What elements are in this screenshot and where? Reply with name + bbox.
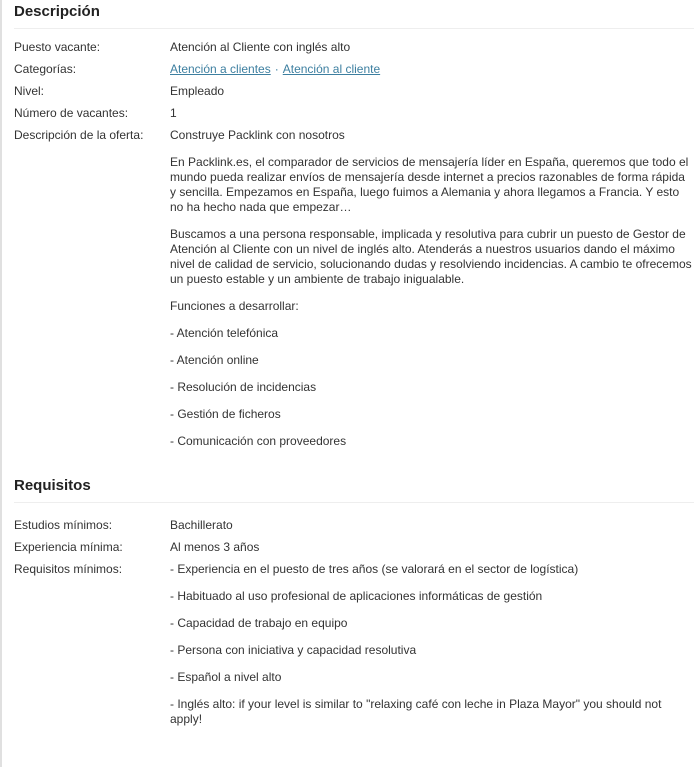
offer-paragraph: Buscamos a una persona responsable, implicada y resolutiva para cubrir un puesto de Gestor de Atención al Cliente con un nivel de inglés alto. Atenderás a nuestros usuarios dando el máximo nivel de calidad de servicio, solucionando dudas y resolviendo incidencias. A cambio te ofrecemos un puesto estable y un ambiente de trabajo inigualable. bbox=[170, 227, 692, 286]
field-value: Atención al Cliente con inglés alto bbox=[170, 40, 351, 54]
offer-function-item: - Comunicación con proveedores bbox=[170, 434, 347, 448]
field-row-requisitos-minimos bbox=[14, 562, 694, 727]
field-label: Requisitos mínimos: bbox=[14, 562, 123, 576]
field-row-categorias bbox=[14, 62, 694, 77]
field-label: Nivel: bbox=[14, 84, 45, 98]
field-value: 1 bbox=[170, 106, 177, 120]
offer-function-item: - Atención telefónica bbox=[170, 326, 279, 340]
requirements-section-body bbox=[14, 503, 694, 727]
requirements-section-title: Requisitos bbox=[14, 477, 694, 503]
requirements-section bbox=[14, 477, 694, 727]
description-section-title: Descripción bbox=[14, 3, 694, 29]
requirement-item: - Inglés alto: if your level is similar to "relaxing café con leche in Plaza Mayor" you should not apply! bbox=[170, 697, 662, 726]
category-link-atencion-a-clientes[interactable]: Atención a clientes bbox=[170, 62, 271, 76]
requirements-items bbox=[170, 562, 694, 727]
offer-function-item: - Resolución de incidencias bbox=[170, 380, 317, 394]
field-label: Categorías: bbox=[14, 62, 77, 76]
field-label: Descripción de la oferta: bbox=[14, 128, 144, 142]
category-link-atencion-al-cliente[interactable]: Atención al cliente bbox=[282, 62, 381, 76]
field-row-experiencia-minima bbox=[14, 540, 694, 555]
description-section-body bbox=[14, 29, 694, 449]
field-row-numero-vacantes bbox=[14, 106, 694, 121]
offer-function-item: - Atención online bbox=[170, 353, 259, 367]
offer-intro: Construye Packlink con nosotros bbox=[170, 128, 345, 142]
field-value: Bachillerato bbox=[170, 518, 233, 532]
requirement-item: - Español a nivel alto bbox=[170, 670, 282, 684]
requirement-item: - Habituado al uso profesional de aplicaciones informáticas de gestión bbox=[170, 589, 543, 603]
field-value-categories bbox=[170, 62, 694, 77]
field-row-nivel bbox=[14, 84, 694, 99]
offer-functions-title: Funciones a desarrollar: bbox=[170, 299, 299, 313]
field-row-descripcion-oferta bbox=[14, 128, 694, 449]
field-row-estudios-minimos bbox=[14, 518, 694, 533]
category-separator: · bbox=[274, 62, 279, 76]
offer-description bbox=[170, 128, 694, 449]
field-label: Puesto vacante: bbox=[14, 40, 101, 54]
description-section bbox=[14, 3, 694, 449]
field-label: Número de vacantes: bbox=[14, 106, 129, 120]
field-row-puesto-vacante bbox=[14, 40, 694, 55]
offer-function-item: - Gestión de ficheros bbox=[170, 407, 281, 421]
offer-paragraph: En Packlink.es, el comparador de servicios de mensajería líder en España, queremos que todo el mundo pueda realizar envíos de mensajería desde internet a precios razonables de forma rápida y sencilla. Empezamos en España, luego fuimos a Alemania y ahora llegamos a Francia. Y esto no ha hecho nada que empezar… bbox=[170, 155, 689, 214]
requirement-item: - Persona con iniciativa y capacidad resolutiva bbox=[170, 643, 417, 657]
field-label: Experiencia mínima: bbox=[14, 540, 123, 554]
field-value: Al menos 3 años bbox=[170, 540, 260, 554]
field-value: Empleado bbox=[170, 84, 225, 98]
requirement-item: - Capacidad de trabajo en equipo bbox=[170, 616, 348, 630]
requirement-item: - Experiencia en el puesto de tres años (se valorará en el sector de logística) bbox=[170, 562, 579, 576]
field-label: Estudios mínimos: bbox=[14, 518, 113, 532]
